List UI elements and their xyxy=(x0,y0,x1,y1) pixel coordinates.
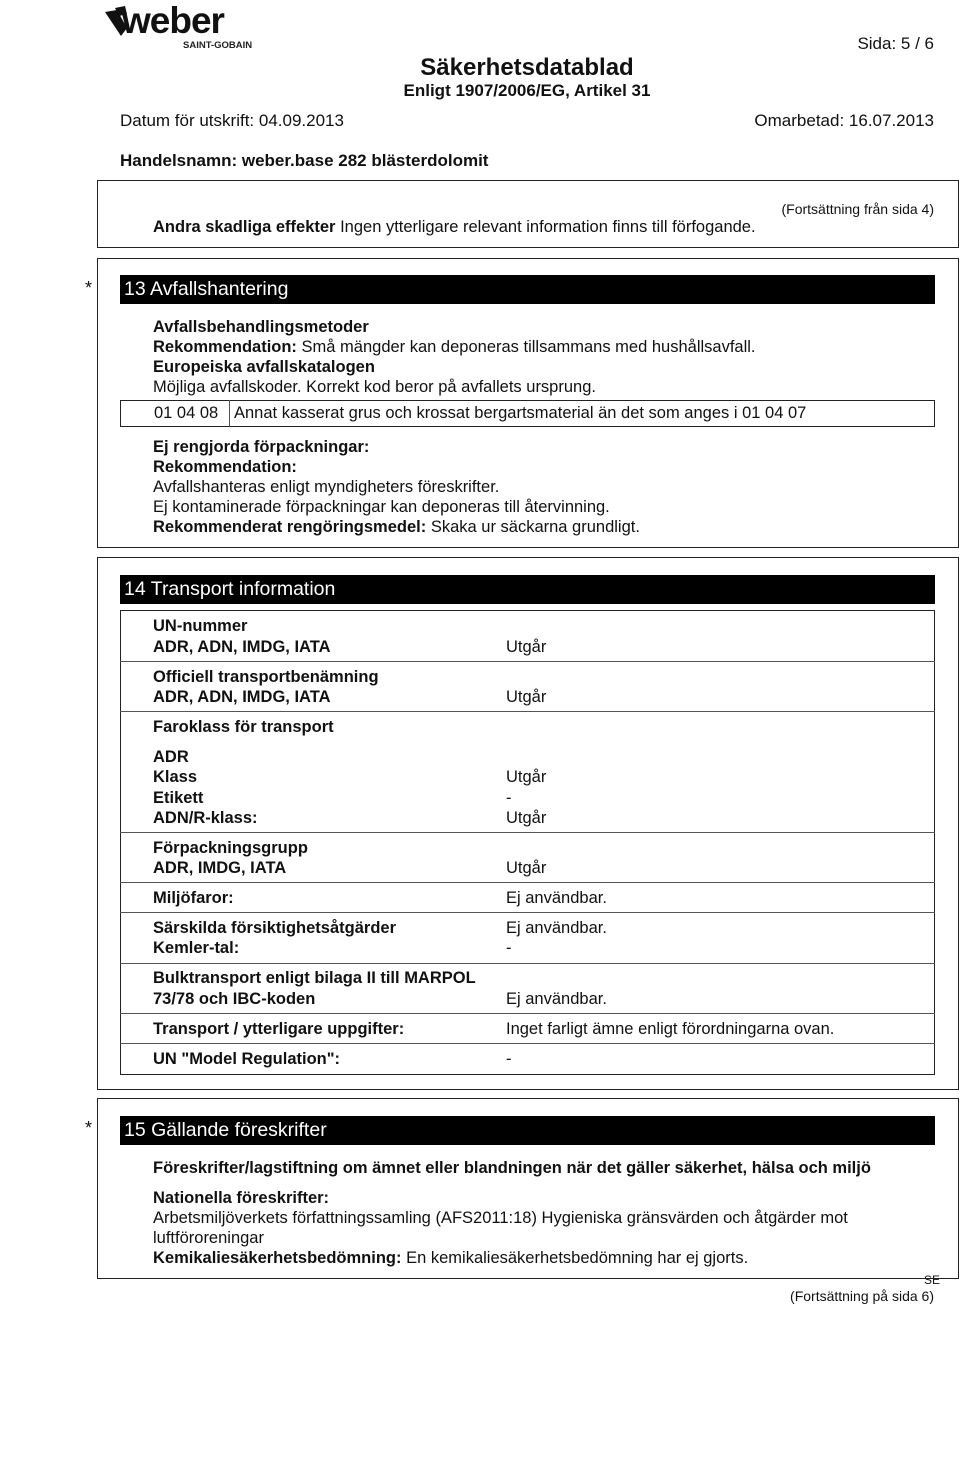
un-model-regulation-label: UN "Model Regulation": xyxy=(153,1050,341,1068)
waste-codes-text: Möjliga avfallskoder. Korrekt kod beror på avfallets ursprung. xyxy=(153,378,596,396)
packaging-line-2: Ej kontaminerade förpackningar kan deponeras till återvinning. xyxy=(153,498,610,516)
adr-label: ADR xyxy=(153,748,189,766)
shipping-name-modes: ADR, ADN, IMDG, IATA xyxy=(153,688,331,706)
bulk-transport-label-2: 73/78 och IBC-koden xyxy=(153,990,316,1008)
section13-change-marker: * xyxy=(85,278,93,298)
weber-logo xyxy=(103,0,253,52)
packing-group-modes: ADR, IMDG, IATA xyxy=(153,859,287,877)
hazard-class-label: Faroklass för transport xyxy=(153,718,334,736)
recommendation xyxy=(153,337,756,357)
section15-heading: 15 Gällande föreskrifter xyxy=(120,1116,935,1145)
other-effects-label: Andra skadliga effekter xyxy=(153,218,336,236)
logo-text: weber xyxy=(122,0,224,41)
cleaning-agent-text: Skaka ur säckarna grundligt. xyxy=(430,518,640,536)
other-effects xyxy=(153,217,756,237)
kemler-label: Kemler-tal: xyxy=(153,939,240,957)
recommendation-label: Rekommendation: xyxy=(153,338,297,356)
disposal-methods: Avfallsbehandlingsmetoder xyxy=(153,318,369,336)
un-number-modes: ADR, ADN, IMDG, IATA xyxy=(153,638,331,656)
product-name: Handelsnamn: weber.base 282 blästerdolomit xyxy=(120,151,489,170)
recommendation-2-label: Rekommendation: xyxy=(153,458,297,476)
row-divider xyxy=(120,963,935,964)
transport-additional-label: Transport / ytterligare uppgifter: xyxy=(153,1020,405,1038)
section14-heading: 14 Transport information xyxy=(120,575,935,604)
row-divider xyxy=(120,912,935,913)
chemical-safety-assessment-text: En kemikaliesäkerhetsbedömning har ej gjorts. xyxy=(406,1249,749,1267)
bulk-transport-value: Ej användbar. xyxy=(506,990,607,1008)
document-subtitle: Enligt 1907/2006/EG, Artikel 31 xyxy=(403,81,651,100)
recommendation-text: Små mängder kan deponeras tillsammans med hushållsavfall. xyxy=(301,338,756,356)
row-divider xyxy=(120,1043,935,1044)
national-regulations-label: Nationella föreskrifter: xyxy=(153,1189,330,1207)
waste-code-description: Annat kasserat grus och krossat bergartsmaterial än det som anges i 01 04 07 xyxy=(234,404,807,422)
section13-heading: 13 Avfallshantering xyxy=(120,275,935,304)
document-title: Säkerhetsdatablad xyxy=(420,54,634,81)
uncleaned-packaging: Ej rengjorda förpackningar: xyxy=(153,438,370,456)
un-model-regulation-value: - xyxy=(506,1050,512,1068)
un-number-value: Utgår xyxy=(506,638,547,656)
row-divider xyxy=(120,1013,935,1014)
etikett-value: - xyxy=(506,789,512,807)
environmental-hazards-value: Ej användbar. xyxy=(506,889,607,907)
shipping-name-value: Utgår xyxy=(506,688,547,706)
adnr-class-label: ADN/R-klass: xyxy=(153,809,258,827)
section15-change-marker: * xyxy=(85,1118,93,1138)
other-effects-text: Ingen ytterligare relevant information finns till förfogande. xyxy=(340,218,756,236)
klass-label: Klass xyxy=(153,768,198,786)
regulations-heading: Föreskrifter/lagstiftning om ämnet eller blandningen när det gäller säkerhet, hälsa och miljö xyxy=(153,1159,871,1177)
page-number: Sida: 5 / 6 xyxy=(857,34,934,53)
packing-group-value: Utgår xyxy=(506,859,547,877)
shipping-name-label: Officiell transportbenämning xyxy=(153,668,379,686)
chemical-safety-assessment xyxy=(153,1248,748,1268)
special-precautions-value: Ej användbar. xyxy=(506,919,607,937)
bulk-transport-label-1: Bulktransport enligt bilaga II till MARPOL xyxy=(153,969,476,987)
chemical-safety-assessment-label: Kemikaliesäkerhetsbedömning: xyxy=(153,1249,402,1267)
waste-code: 01 04 08 xyxy=(154,404,219,422)
cleaning-agent xyxy=(153,517,640,537)
language-code: SE xyxy=(923,1273,940,1287)
special-precautions-label: Särskilda försiktighetsåtgärder xyxy=(153,919,397,937)
cleaning-agent-label: Rekommenderat rengöringsmedel: xyxy=(153,518,427,536)
continuation-to: (Fortsättning på sida 6) xyxy=(790,1288,934,1304)
adnr-class-value: Utgår xyxy=(506,809,547,827)
packaging-line-1: Avfallshanteras enligt myndigheters föreskrifter. xyxy=(153,478,500,496)
environmental-hazards-label: Miljöfaror: xyxy=(153,889,234,907)
row-divider xyxy=(120,711,935,712)
national-regulations-text-1: Arbetsmiljöverkets författningssamling (AFS2011:18) Hygieniska gränsvärden och åtgärder mot xyxy=(153,1209,848,1227)
print-date: Datum för utskrift: 04.09.2013 xyxy=(120,111,344,130)
waste-catalog: Europeiska avfallskatalogen xyxy=(153,358,375,376)
klass-value: Utgår xyxy=(506,768,547,786)
etikett-label: Etikett xyxy=(153,789,204,807)
logo-subtext: SAINT-GOBAIN xyxy=(183,40,253,51)
waste-code-divider xyxy=(229,400,230,427)
revision-date: Omarbetad: 16.07.2013 xyxy=(754,111,934,130)
packing-group-label: Förpackningsgrupp xyxy=(153,839,308,857)
row-divider xyxy=(120,882,935,883)
un-number-label: UN-nummer xyxy=(153,617,248,635)
row-divider xyxy=(120,832,935,833)
kemler-value: - xyxy=(506,939,512,957)
national-regulations-text-2: luftföroreningar xyxy=(153,1229,264,1247)
transport-additional-value: Inget farligt ämne enligt förordningarna ovan. xyxy=(506,1020,835,1038)
continuation-from: (Fortsättning från sida 4) xyxy=(781,201,934,217)
row-divider xyxy=(120,661,935,662)
